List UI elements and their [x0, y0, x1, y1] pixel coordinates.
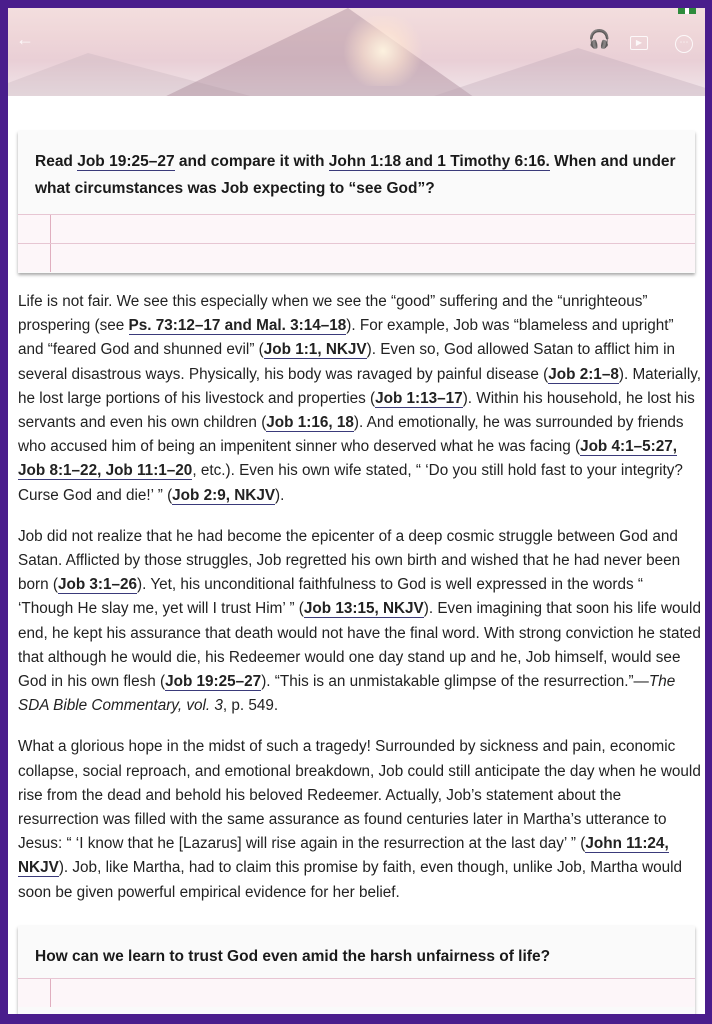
text-run: ). Materially, he lost large portions of his livestock and properties (: [18, 365, 702, 407]
scripture-link[interactable]: Job 1:16, 18: [266, 414, 354, 432]
text-run: ). Even imagining that soon his life would end, he kept his assurance that death would not have the final word. With strong conviction he stated that although he would die, his Redeemer would one day stand up and he, Job himself, would see God in his own flesh (: [18, 600, 701, 691]
headphones-icon[interactable]: 🎧: [588, 29, 611, 49]
answer-input-line[interactable]: [18, 978, 695, 1007]
back-arrow-icon[interactable]: ←: [16, 29, 34, 49]
flag-icon: [678, 8, 696, 14]
mountain-decor: [428, 48, 705, 96]
paragraph: [18, 525, 702, 719]
scripture-link[interactable]: Job 19:25–27: [77, 153, 175, 170]
sun-glow-decor: [338, 16, 428, 86]
scripture-link[interactable]: Job 2:9, NKJV: [172, 486, 276, 504]
scripture-link[interactable]: Job 1:13–17: [375, 389, 463, 407]
screen-icon[interactable]: ▶: [630, 30, 648, 50]
scripture-link[interactable]: Job 19:25–27: [165, 673, 262, 691]
text-run: , etc.). Even his own wife stated, “ ‘Do you still hold fast to your integrity? Curse God and die!’ ” (: [18, 462, 683, 504]
text-run: ). Within his household, he lost his servants and even his own children (: [18, 389, 695, 432]
header-banner: [8, 8, 705, 96]
paragraph: [18, 735, 702, 904]
question-text-part: When and under what circumstances was Job expecting to “see God”?: [35, 153, 676, 197]
text-run: ). For example, Job was “blameless and upright” and “feared God and shunned evil” (: [18, 317, 674, 359]
app-frame: [8, 8, 705, 1014]
scripture-link[interactable]: John 11:24, NKJV: [18, 835, 669, 877]
scripture-link[interactable]: Job 2:1–8: [548, 365, 619, 383]
scripture-link[interactable]: John 1:18 and 1 Timothy 6:16.: [328, 153, 550, 170]
scripture-link[interactable]: Job 13:15, NKJV: [303, 600, 424, 618]
text-run: ). Job, like Martha, had to claim this promise by faith, even though, unlike Job, Martha would soon be given powerful empirical evidence for her belief.: [18, 859, 683, 901]
text-run: ). And emotionally, he was surrounded by friends who accused him of being an impenitent sinner who deserved what he was facing (: [18, 414, 684, 456]
text-run: ). “This is an unmistakable glimpse of the resurrection.”—: [261, 673, 649, 691]
answer-input-line[interactable]: [18, 214, 695, 243]
question-text: How can we learn to trust God even amid the harsh unfairness of life?: [35, 948, 551, 965]
text-run: What a glorious hope in the midst of such a tragedy! Surrounded by sickness and pain, economic collapse, social reproach, and emotional breakdown, Job could still anticipate the day when he would rise from the dead and behold his beloved Redeemer. Actually, Job’s statement about the resurrection was filled with the same assurance as found centuries later in Martha’s utterance to Jesus: “ ‘I know that he [Lazarus] will rise again in the resurrection at the last day’ ” (: [18, 738, 701, 853]
text-run: Job did not realize that he had become the epicenter of a deep cosmic struggle between God and Satan. Afflicted by those struggles, Job regretted his own birth and wished that he had never been born (: [18, 527, 681, 594]
scripture-link[interactable]: Job 4:1–5:27, Job 8:1–22, Job 11:1–20: [18, 438, 677, 480]
text-run: ).: [275, 486, 285, 504]
more-icon[interactable]: ⋯: [675, 30, 693, 53]
scripture-link[interactable]: Ps. 73:12–17 and Mal. 3:14–18: [128, 317, 347, 335]
question-box: [18, 131, 695, 273]
citation-source: The SDA Bible Commentary, vol. 3: [18, 673, 676, 715]
paragraph: [18, 290, 702, 508]
text-run: ). Even so, God allowed Satan to afflict him in several disastrous ways. Physically, his body was ravaged by painful disease (: [18, 341, 675, 383]
question-box: [18, 926, 695, 1014]
text-run: , p. 549.: [222, 697, 279, 715]
question-text-part: and compare it with: [174, 153, 329, 170]
question-text: [18, 131, 695, 214]
answer-input-line[interactable]: [18, 243, 695, 272]
lesson-body: [18, 290, 702, 922]
text-run: Life is not fair. We see this especially when we see the “good” suffering and the “unrighteous” prospering (see: [18, 293, 648, 335]
scripture-link[interactable]: Job 3:1–26: [57, 576, 138, 594]
question-text-part: Read: [35, 153, 78, 170]
text-run: ). Yet, his unconditional faithfulness to God is well expressed in the words “ ‘Though He slay me, yet will I trust Him’ ” (: [18, 576, 643, 618]
scripture-link[interactable]: Job 1:1, NKJV: [263, 341, 367, 359]
